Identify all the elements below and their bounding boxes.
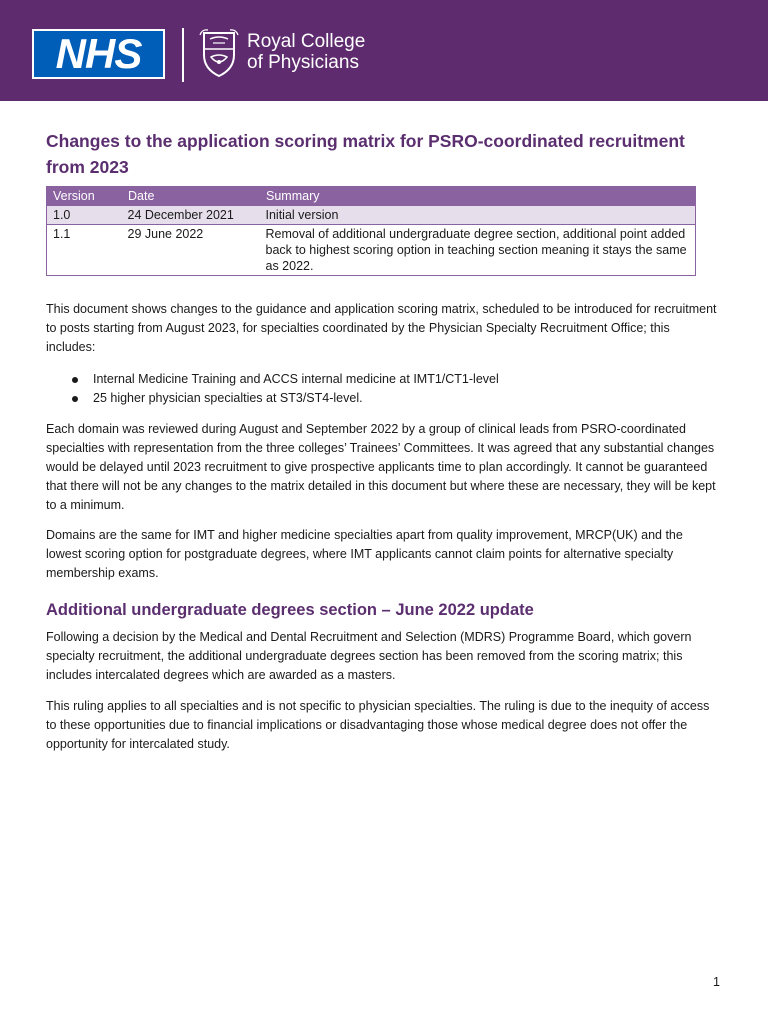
rcp-line-2: of Physicians xyxy=(247,52,359,73)
intro-paragraph: This document shows changes to the guidance and application scoring matrix, scheduled to be introduced for recruitment to posts starting from August 2023, for specialties coordinated by the Physician Specialty Recruitment Office; this includes: xyxy=(46,302,717,354)
cell-version: 1.0 xyxy=(47,206,122,225)
table-row xyxy=(47,206,696,225)
scope-bullet-list xyxy=(46,370,706,408)
review-paragraph: Each domain was reviewed during August and September 2022 by a group of clinical leads from PSRO-coordinated specialties with representation from the three colleges’ Trainees’ Committees. It was agreed that any substantial changes would be delayed until 2023 recruitment to give prospective applicants time to plan accordingly. It cannot be guaranteed that there will not be any changes to the matrix detailed in this document but where these are necessary, they will be kept to a minimum. xyxy=(46,422,716,512)
header-divider xyxy=(182,28,184,82)
page-header xyxy=(0,0,768,101)
section-heading: Additional undergraduate degrees section – June 2022 update xyxy=(46,601,534,619)
page-number: 1 xyxy=(713,975,720,989)
decision-paragraph: Following a decision by the Medical and Dental Recruitment and Selection (MDRS) Programme Board, which govern specialty recruitment, the additional undergraduate degrees section has been removed from the scoring matrix; this includes intercalated degrees which are awarded as a masters. xyxy=(46,630,692,682)
table-row xyxy=(47,225,696,276)
list-item xyxy=(46,370,706,389)
cell-version: 1.1 xyxy=(47,225,122,276)
cell-summary: Removal of additional undergraduate degree section, additional point added back to highest scoring option in teaching section meaning it stays the same as 2022. xyxy=(260,225,696,276)
bullet-icon xyxy=(72,377,78,383)
rcp-crest-icon xyxy=(198,27,240,79)
list-item xyxy=(46,389,706,408)
document-title: Changes to the application scoring matrix for PSRO-coordinated recruitment from 2023 xyxy=(46,131,685,177)
nhs-logo-text: NHS xyxy=(34,31,163,77)
bullet-icon xyxy=(72,396,78,402)
bullet-text: 25 higher physician specialties at ST3/ST4-level. xyxy=(93,391,363,405)
cell-summary: Initial version xyxy=(260,206,696,225)
cell-date: 24 December 2021 xyxy=(122,206,260,225)
column-header-version: Version xyxy=(47,187,122,206)
rcp-wordmark xyxy=(247,31,365,73)
bullet-text: Internal Medicine Training and ACCS internal medicine at IMT1/CT1-level xyxy=(93,372,499,386)
domains-paragraph: Domains are the same for IMT and higher medicine specialties apart from quality improvement, MRCP(UK) and the lowest scoring option for postgraduate degrees, where IMT applicants cannot claim points for alternative specialty membership exams. xyxy=(46,528,683,580)
cell-date: 29 June 2022 xyxy=(122,225,260,276)
version-history-table xyxy=(46,186,696,276)
ruling-paragraph: This ruling applies to all specialties and is not specific to physician specialties. The ruling is due to the inequity of access to these opportunities due to financial implications or disadvantaging those whose medical degree does not offer the opportunity for intercalated study. xyxy=(46,699,710,751)
nhs-logo xyxy=(32,29,165,79)
rcp-line-1: Royal College xyxy=(247,31,366,52)
table-header-row xyxy=(47,187,696,206)
column-header-summary: Summary xyxy=(260,187,696,206)
column-header-date: Date xyxy=(122,187,260,206)
